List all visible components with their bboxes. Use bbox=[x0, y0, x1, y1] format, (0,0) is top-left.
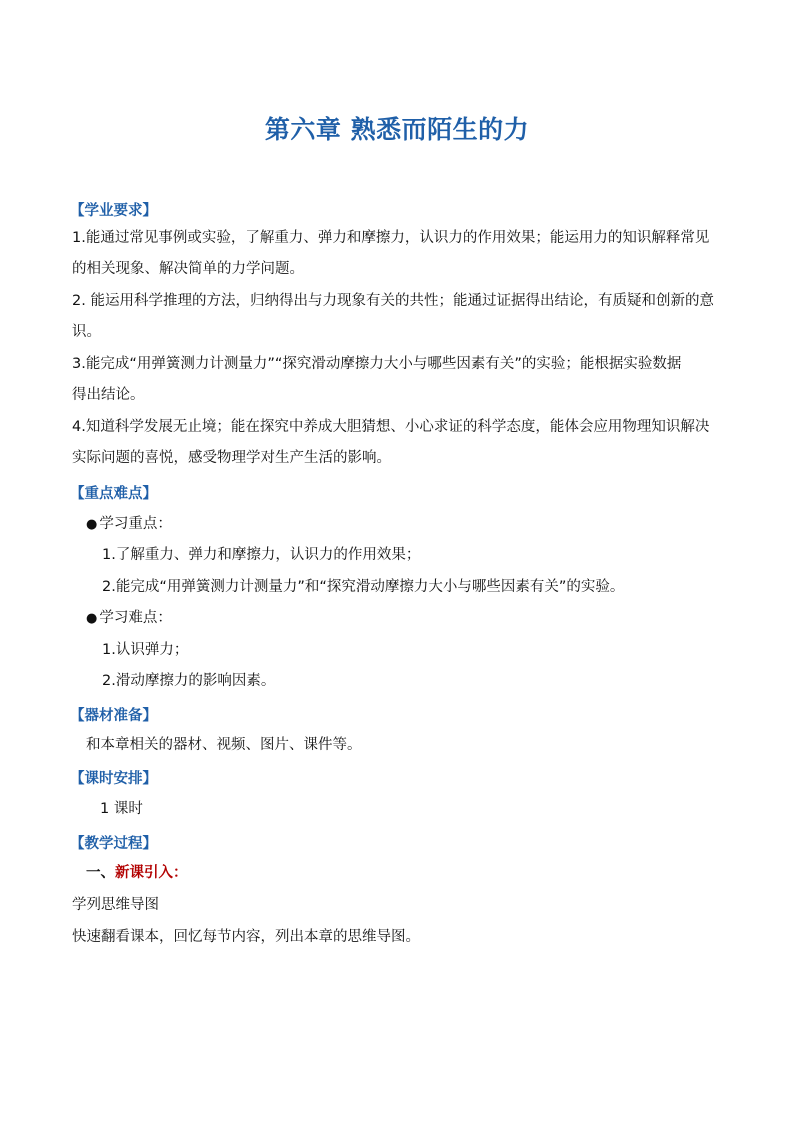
difficulty-item-2: 2.滑动摩擦力的影响因素。 bbox=[102, 673, 276, 689]
process-step-1-prefix: 一、 bbox=[86, 865, 115, 881]
process-line-2: 快速翻看课本，回忆每节内容，列出本章的思维导图。 bbox=[72, 929, 420, 945]
difficulty-label-text: 学习难点： bbox=[99, 610, 172, 626]
process-line-1: 学列思维导图 bbox=[72, 897, 159, 913]
section-heading-materials: 【器材准备】 bbox=[70, 708, 157, 724]
focus-label-text: 学习重点： bbox=[99, 516, 172, 532]
schedule-text: 1 课时 bbox=[100, 801, 143, 817]
chapter-title: 第六章 熟悉而陌生的力 bbox=[264, 115, 530, 144]
requirement-4-line-2: 实际问题的喜悦，感受物理学对生产生活的影响。 bbox=[72, 450, 391, 466]
focus-item-2: 2.能完成“用弹簧测力计测量力”和“探究滑动摩擦力大小与哪些因素有关”的实验。 bbox=[102, 579, 625, 595]
bullet-icon: ● bbox=[86, 611, 98, 626]
requirement-2-line-1: 2. 能运用科学推理的方法，归纳得出与力现象有关的共性；能通过证据得出结论，有质疑和创新的意 bbox=[72, 293, 714, 309]
process-step-1 bbox=[86, 863, 188, 883]
requirement-2-line-2: 识。 bbox=[72, 324, 101, 340]
difficulty-item-1: 1.认识弹力； bbox=[102, 642, 189, 658]
requirement-1-line-1: 1.能通过常见事例或实验，了解重力、弹力和摩擦力，认识力的作用效果；能运用力的知识解释常见 bbox=[72, 230, 710, 246]
requirement-4-line-1: 4.知道科学发展无止境；能在探究中养成大胆猜想、小心求证的科学态度，能体会应用物理知识解决 bbox=[72, 419, 710, 435]
section-heading-schedule: 【课时安排】 bbox=[70, 771, 157, 787]
bullet-icon: ● bbox=[86, 517, 98, 532]
focus-item-1: 1.了解重力、弹力和摩擦力，认识力的作用效果； bbox=[102, 547, 421, 563]
requirement-1-line-2: 的相关现象、解决简单的力学问题。 bbox=[72, 261, 304, 277]
focus-label bbox=[86, 514, 172, 535]
requirement-3-line-2: 得出结论。 bbox=[72, 387, 145, 403]
section-heading-process: 【教学过程】 bbox=[70, 836, 157, 852]
difficulty-label bbox=[86, 608, 172, 629]
section-heading-requirements: 【学业要求】 bbox=[70, 203, 157, 219]
requirement-3-line-1: 3.能完成“用弹簧测力计测量力”“探究滑动摩擦力大小与哪些因素有关”的实验；能根据实验数据 bbox=[72, 356, 682, 372]
section-heading-keypoints: 【重点难点】 bbox=[70, 486, 157, 502]
materials-text: 和本章相关的器材、视频、图片、课件等。 bbox=[86, 737, 362, 753]
process-step-1-label: 新课引入： bbox=[115, 865, 188, 881]
